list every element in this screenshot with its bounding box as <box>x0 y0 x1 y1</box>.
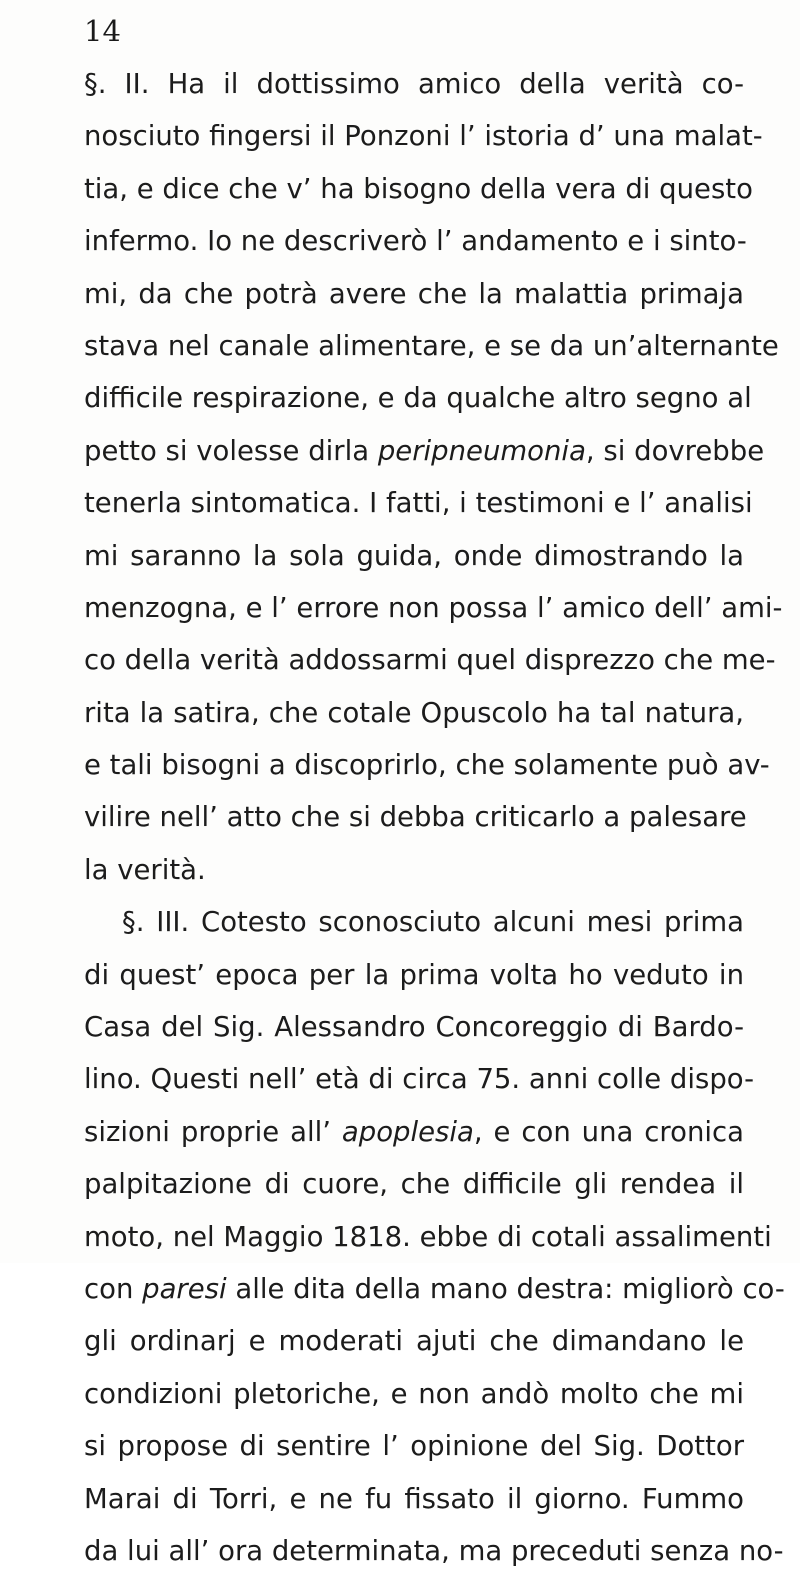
text-line <box>84 739 770 791</box>
line-text: da lui all’ ora determinata, ma preceduti senza no- <box>84 1534 784 1567</box>
text-line <box>84 687 744 739</box>
line-text: si propose di sentire l’ opinione del Sig. Dottor <box>84 1430 744 1463</box>
text-line <box>84 1053 755 1105</box>
text-line <box>84 1001 744 1053</box>
text-line <box>84 791 747 843</box>
text-line <box>84 1420 744 1472</box>
line-text: la verità. <box>84 853 206 886</box>
line-text: infermo. Io ne descriverò l’ andamento e i sinto- <box>84 225 747 258</box>
line-text: tenerla sintomatica. I fatti, i testimoni e l’ analisi <box>84 487 753 520</box>
text-line <box>84 1158 744 1210</box>
text-line <box>84 844 744 896</box>
text-line <box>84 1263 785 1315</box>
line-text: alle dita della mano destra: migliorò co- <box>226 1272 785 1305</box>
text-line <box>84 1368 744 1420</box>
text-line <box>84 110 763 162</box>
line-text: , si dovrebbe <box>585 434 765 467</box>
line-text: menzogna, e l’ errore non possa l’ amico dell’ ami- <box>84 591 783 624</box>
line-text: palpitazione di cuore, che difficile gli rendea il <box>84 1168 744 1201</box>
page-number: 14 <box>84 14 121 48</box>
line-text: tia, e dice che v’ ha bisogno della vera di questo <box>84 172 753 205</box>
text-line <box>84 425 765 477</box>
line-text: con <box>84 1272 143 1305</box>
line-text: §. III. Cotesto sconosciuto alcuni mesi prima <box>122 906 744 939</box>
text-line <box>84 1525 784 1577</box>
line-text: mi saranno la sola guida, onde dimostrando la <box>84 539 744 572</box>
text-line <box>84 582 783 634</box>
line-text: petto si volesse dirla <box>84 434 378 467</box>
text-line <box>84 320 779 372</box>
text-line <box>84 163 753 215</box>
italic-term: apoplesia <box>341 1115 474 1148</box>
line-text: difficile respirazione, e da qualche altro segno al <box>84 382 752 415</box>
line-text: stava nel canale alimentare, e se da un’alternante <box>84 329 779 362</box>
text-line <box>84 949 744 1001</box>
text-line <box>84 268 744 320</box>
line-text: e tali bisogni a discoprirlo, che solamente può av- <box>84 749 770 782</box>
text-line <box>84 1473 744 1525</box>
paragraph <box>84 896 785 1577</box>
text-line <box>84 1211 772 1263</box>
line-text: co della verità addossarmi quel disprezzo che me- <box>84 644 776 677</box>
line-text: Marai di Torri, e ne fu fissato il giorno. Fummo <box>84 1482 744 1515</box>
line-text: §. II. Ha il dottissimo amico della verità co- <box>84 68 744 100</box>
line-text: Casa del Sig. Alessandro Concoreggio di Bardo- <box>84 1011 744 1044</box>
line-text: lino. Questi nell’ età di circa 75. anni colle dispo- <box>84 1063 755 1096</box>
line-text: moto, nel Maggio 1818. ebbe di cotali assalimenti <box>84 1220 772 1253</box>
italic-term: peripneumonia <box>377 434 586 467</box>
text-line <box>84 634 776 686</box>
italic-term: paresi <box>142 1272 227 1305</box>
text-line <box>84 477 753 529</box>
text-line <box>84 896 744 948</box>
text-line <box>84 530 744 582</box>
line-text: rita la satira, che cotale Opuscolo ha tal natura, <box>84 696 744 729</box>
text-line <box>84 58 744 110</box>
line-text: gli ordinarj e moderati ajuti che dimandano le <box>84 1325 744 1358</box>
text-line <box>84 215 747 267</box>
line-text: vilire nell’ atto che si debba criticarlo a palesare <box>84 801 747 834</box>
line-text: nosciuto fingersi il Ponzoni l’ istoria d’ una malat- <box>84 120 763 153</box>
line-text: sizioni proprie all’ <box>84 1115 342 1148</box>
text-line <box>84 1106 744 1158</box>
line-text: condizioni pletoriche, e non andò molto che mi <box>84 1377 744 1410</box>
line-text: , e con una cronica <box>473 1115 744 1148</box>
text-line <box>84 372 752 424</box>
body-text <box>84 58 785 1577</box>
line-text: di quest’ epoca per la prima volta ho veduto in <box>84 958 744 991</box>
paragraph <box>84 58 783 896</box>
text-line <box>84 1315 744 1367</box>
line-text: mi, da che potrà avere che la malattia primaja <box>84 277 744 310</box>
